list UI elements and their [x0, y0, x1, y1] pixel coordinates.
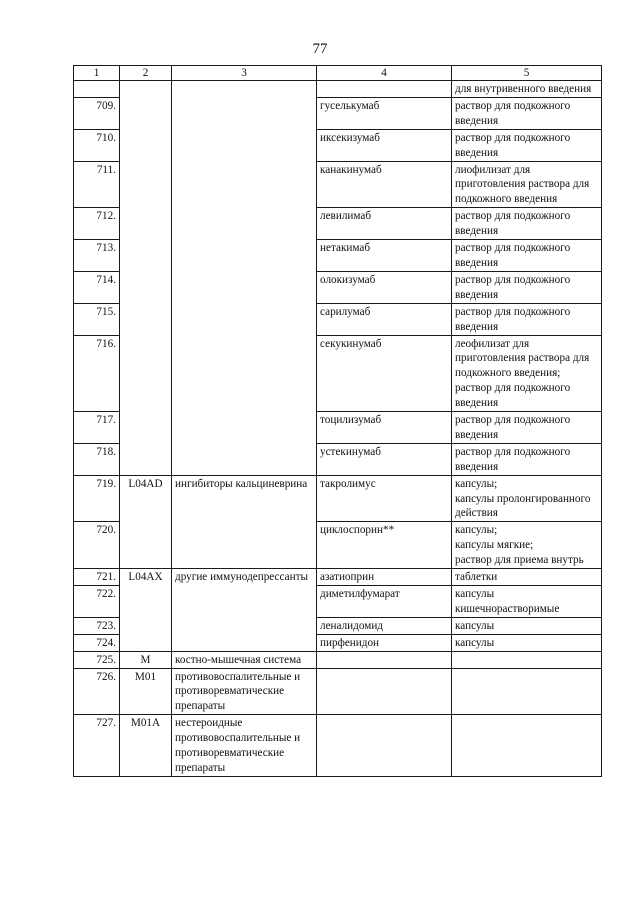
row-number-cell: 724. [74, 634, 120, 651]
dosage-form-cell: раствор для подкожного введения [452, 240, 602, 272]
dosage-form-cell: лиофилизат для приготовления раствора для подкожного введения [452, 161, 602, 208]
drug-name-cell: нетакимаб [317, 240, 452, 272]
atc-code-cell: L04AX [120, 569, 172, 652]
row-number-cell: 721. [74, 569, 120, 586]
dosage-form-cell: раствор для подкожного введения [452, 271, 602, 303]
dosage-form-cell: капсулы [452, 634, 602, 651]
row-number-cell: 710. [74, 129, 120, 161]
drug-table [73, 65, 602, 777]
column-header: 1 [74, 66, 120, 81]
atc-code-cell [120, 81, 172, 476]
drug-name-cell: гуселькумаб [317, 97, 452, 129]
row-number-cell: 727. [74, 715, 120, 777]
table-row [74, 715, 602, 777]
group-name-cell: противовоспалительные и противоревматические препараты [172, 668, 317, 715]
row-number-cell: 716. [74, 335, 120, 412]
dosage-form-cell [452, 668, 602, 715]
table-row [74, 651, 602, 668]
group-name-cell: костно-мышечная система [172, 651, 317, 668]
atc-code-cell: M01A [120, 715, 172, 777]
row-number-cell: 719. [74, 475, 120, 522]
row-number-cell: 718. [74, 443, 120, 475]
drug-name-cell: леналидомид [317, 617, 452, 634]
row-number-cell: 714. [74, 271, 120, 303]
drug-name-cell: азатиоприн [317, 569, 452, 586]
drug-name-cell: канакинумаб [317, 161, 452, 208]
dosage-form-cell: для внутривенного введения [452, 81, 602, 98]
dosage-form-cell: капсулы кишечнорастворимые [452, 586, 602, 618]
dosage-form-cell: таблетки [452, 569, 602, 586]
column-header: 3 [172, 66, 317, 81]
group-name-cell: другие иммунодепрессанты [172, 569, 317, 652]
row-number-cell: 709. [74, 97, 120, 129]
dosage-form-cell: капсулы; капсулы пролонгированного действия [452, 475, 602, 522]
row-number-cell: 715. [74, 303, 120, 335]
drug-name-cell: сарилумаб [317, 303, 452, 335]
dosage-form-cell: раствор для подкожного введения [452, 129, 602, 161]
column-header: 4 [317, 66, 452, 81]
drug-name-cell: циклоспорин** [317, 522, 452, 569]
atc-code-cell: M [120, 651, 172, 668]
dosage-form-cell: раствор для подкожного введения [452, 412, 602, 444]
row-number-cell: 711. [74, 161, 120, 208]
drug-name-cell: пирфенидон [317, 634, 452, 651]
dosage-form-cell [452, 651, 602, 668]
drug-name-cell: секукинумаб [317, 335, 452, 412]
group-name-cell: нестероидные противовоспалительные и противоревматические препараты [172, 715, 317, 777]
table-row [74, 668, 602, 715]
group-name-cell: ингибиторы кальциневрина [172, 475, 317, 568]
row-number-cell: 720. [74, 522, 120, 569]
row-number-cell: 725. [74, 651, 120, 668]
dosage-form-cell: раствор для подкожного введения [452, 303, 602, 335]
row-number-cell [74, 81, 120, 98]
header-row [74, 66, 602, 81]
drug-name-cell: тоцилизумаб [317, 412, 452, 444]
page-number: 77 [312, 41, 328, 57]
row-number-cell: 726. [74, 668, 120, 715]
dosage-form-cell: раствор для подкожного введения [452, 208, 602, 240]
dosage-form-cell: леофилизат для приготовления раствора для подкожного введения; раствор для подкожного введения [452, 335, 602, 412]
row-number-cell: 723. [74, 617, 120, 634]
drug-name-cell: левилимаб [317, 208, 452, 240]
atc-code-cell: M01 [120, 668, 172, 715]
drug-name-cell: такролимус [317, 475, 452, 522]
table-body [74, 81, 602, 777]
drug-name-cell: диметилфумарат [317, 586, 452, 618]
dosage-form-cell: раствор для подкожного введения [452, 97, 602, 129]
drug-name-cell: иксекизумаб [317, 129, 452, 161]
drug-name-cell [317, 81, 452, 98]
drug-name-cell: олокизумаб [317, 271, 452, 303]
column-header: 5 [452, 66, 602, 81]
column-header: 2 [120, 66, 172, 81]
group-name-cell [172, 81, 317, 476]
drug-name-cell [317, 668, 452, 715]
row-number-cell: 713. [74, 240, 120, 272]
drug-name-cell [317, 651, 452, 668]
table-row [74, 81, 602, 98]
row-number-cell: 712. [74, 208, 120, 240]
table-row [74, 475, 602, 522]
dosage-form-cell: капсулы; капсулы мягкие; раствор для приема внутрь [452, 522, 602, 569]
dosage-form-cell [452, 715, 602, 777]
atc-code-cell: L04AD [120, 475, 172, 568]
dosage-form-cell: раствор для подкожного введения [452, 443, 602, 475]
drug-name-cell: устекинумаб [317, 443, 452, 475]
row-number-cell: 717. [74, 412, 120, 444]
row-number-cell: 722. [74, 586, 120, 618]
dosage-form-cell: капсулы [452, 617, 602, 634]
table-row [74, 569, 602, 586]
drug-name-cell [317, 715, 452, 777]
